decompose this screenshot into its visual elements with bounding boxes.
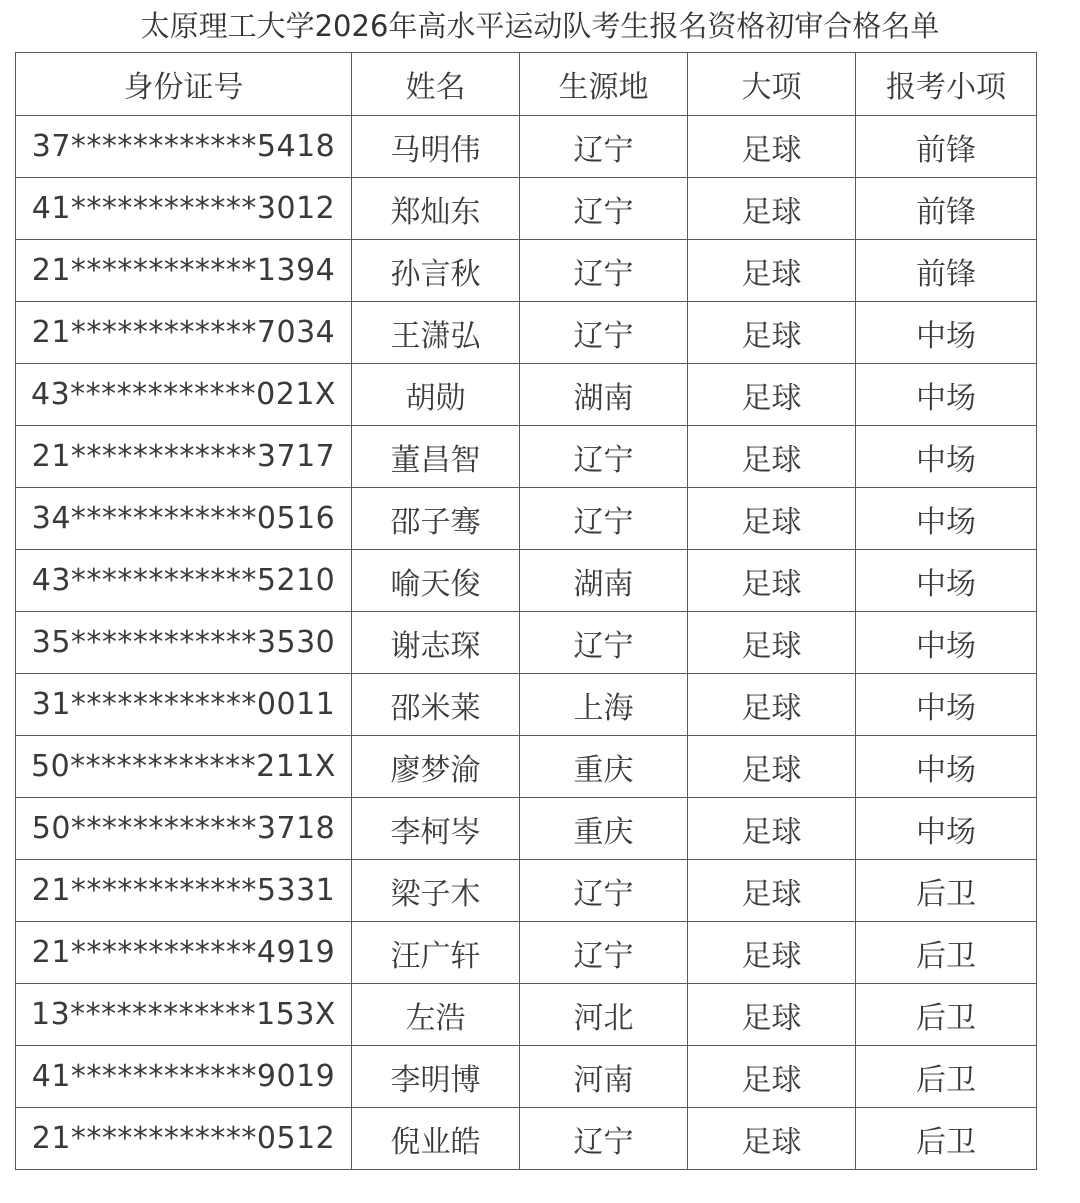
position-cell: 中场	[856, 488, 1037, 550]
sport-cell: 足球	[688, 426, 856, 488]
id-number-cell: 43************021X	[16, 364, 352, 426]
table-body	[16, 116, 1037, 1170]
origin-cell: 河南	[520, 1046, 688, 1108]
table-row	[16, 488, 1037, 550]
name-cell: 董昌智	[352, 426, 520, 488]
id-number-cell: 21************1394	[16, 240, 352, 302]
origin-cell: 辽宁	[520, 860, 688, 922]
header-origin: 生源地	[520, 53, 688, 116]
name-cell: 王潇弘	[352, 302, 520, 364]
sport-cell: 足球	[688, 736, 856, 798]
table-row	[16, 550, 1037, 612]
table-row	[16, 178, 1037, 240]
id-number-cell: 21************5331	[16, 860, 352, 922]
position-cell: 中场	[856, 302, 1037, 364]
sport-cell: 足球	[688, 922, 856, 984]
sport-cell: 足球	[688, 488, 856, 550]
origin-cell: 辽宁	[520, 488, 688, 550]
name-cell: 李明博	[352, 1046, 520, 1108]
origin-cell: 辽宁	[520, 178, 688, 240]
position-cell: 中场	[856, 364, 1037, 426]
origin-cell: 辽宁	[520, 240, 688, 302]
sport-cell: 足球	[688, 550, 856, 612]
id-number-cell: 34************0516	[16, 488, 352, 550]
header-sport: 大项	[688, 53, 856, 116]
name-cell: 梁子木	[352, 860, 520, 922]
id-number-cell: 13************153X	[16, 984, 352, 1046]
id-number-cell: 21************0512	[16, 1108, 352, 1170]
name-cell: 邵子骞	[352, 488, 520, 550]
name-cell: 谢志琛	[352, 612, 520, 674]
sport-cell: 足球	[688, 1046, 856, 1108]
position-cell: 后卫	[856, 860, 1037, 922]
id-number-cell: 21************7034	[16, 302, 352, 364]
table-row	[16, 984, 1037, 1046]
position-cell: 前锋	[856, 178, 1037, 240]
origin-cell: 辽宁	[520, 302, 688, 364]
sport-cell: 足球	[688, 798, 856, 860]
table-row	[16, 674, 1037, 736]
origin-cell: 辽宁	[520, 1108, 688, 1170]
position-cell: 后卫	[856, 1108, 1037, 1170]
origin-cell: 辽宁	[520, 426, 688, 488]
qualified-candidates-table	[15, 52, 1037, 1170]
name-cell: 左浩	[352, 984, 520, 1046]
name-cell: 郑灿东	[352, 178, 520, 240]
header-position: 报考小项	[856, 53, 1037, 116]
name-cell: 廖梦渝	[352, 736, 520, 798]
table-row	[16, 798, 1037, 860]
header-id-number: 身份证号	[16, 53, 352, 116]
table-row	[16, 1046, 1037, 1108]
table-row	[16, 426, 1037, 488]
id-number-cell: 41************9019	[16, 1046, 352, 1108]
position-cell: 中场	[856, 426, 1037, 488]
name-cell: 胡勋	[352, 364, 520, 426]
origin-cell: 辽宁	[520, 612, 688, 674]
table-row	[16, 364, 1037, 426]
id-number-cell: 50************211X	[16, 736, 352, 798]
sport-cell: 足球	[688, 860, 856, 922]
position-cell: 中场	[856, 674, 1037, 736]
position-cell: 后卫	[856, 922, 1037, 984]
id-number-cell: 50************3718	[16, 798, 352, 860]
name-cell: 喻天俊	[352, 550, 520, 612]
origin-cell: 湖南	[520, 364, 688, 426]
id-number-cell: 21************4919	[16, 922, 352, 984]
position-cell: 前锋	[856, 240, 1037, 302]
position-cell: 中场	[856, 736, 1037, 798]
table-row	[16, 860, 1037, 922]
sport-cell: 足球	[688, 1108, 856, 1170]
position-cell: 后卫	[856, 1046, 1037, 1108]
sport-cell: 足球	[688, 674, 856, 736]
table-header-row	[16, 53, 1037, 116]
header-name: 姓名	[352, 53, 520, 116]
name-cell: 汪广轩	[352, 922, 520, 984]
table-row	[16, 736, 1037, 798]
name-cell: 马明伟	[352, 116, 520, 178]
name-cell: 邵米莱	[352, 674, 520, 736]
id-number-cell: 41************3012	[16, 178, 352, 240]
position-cell: 中场	[856, 550, 1037, 612]
origin-cell: 辽宁	[520, 116, 688, 178]
table-row	[16, 612, 1037, 674]
origin-cell: 辽宁	[520, 922, 688, 984]
sport-cell: 足球	[688, 240, 856, 302]
name-cell: 孙言秋	[352, 240, 520, 302]
position-cell: 前锋	[856, 116, 1037, 178]
origin-cell: 上海	[520, 674, 688, 736]
name-cell: 李柯岑	[352, 798, 520, 860]
table-row	[16, 1108, 1037, 1170]
table-row	[16, 240, 1037, 302]
sport-cell: 足球	[688, 116, 856, 178]
sport-cell: 足球	[688, 364, 856, 426]
id-number-cell: 37************5418	[16, 116, 352, 178]
position-cell: 中场	[856, 612, 1037, 674]
position-cell: 中场	[856, 798, 1037, 860]
origin-cell: 湖南	[520, 550, 688, 612]
id-number-cell: 21************3717	[16, 426, 352, 488]
origin-cell: 重庆	[520, 736, 688, 798]
id-number-cell: 35************3530	[16, 612, 352, 674]
sport-cell: 足球	[688, 302, 856, 364]
table-row	[16, 116, 1037, 178]
origin-cell: 重庆	[520, 798, 688, 860]
origin-cell: 河北	[520, 984, 688, 1046]
table-row	[16, 922, 1037, 984]
sport-cell: 足球	[688, 984, 856, 1046]
page-title: 太原理工大学2026年高水平运动队考生报名资格初审合格名单	[140, 9, 940, 43]
table-row	[16, 302, 1037, 364]
name-cell: 倪业皓	[352, 1108, 520, 1170]
id-number-cell: 43************5210	[16, 550, 352, 612]
position-cell: 后卫	[856, 984, 1037, 1046]
sport-cell: 足球	[688, 178, 856, 240]
id-number-cell: 31************0011	[16, 674, 352, 736]
sport-cell: 足球	[688, 612, 856, 674]
